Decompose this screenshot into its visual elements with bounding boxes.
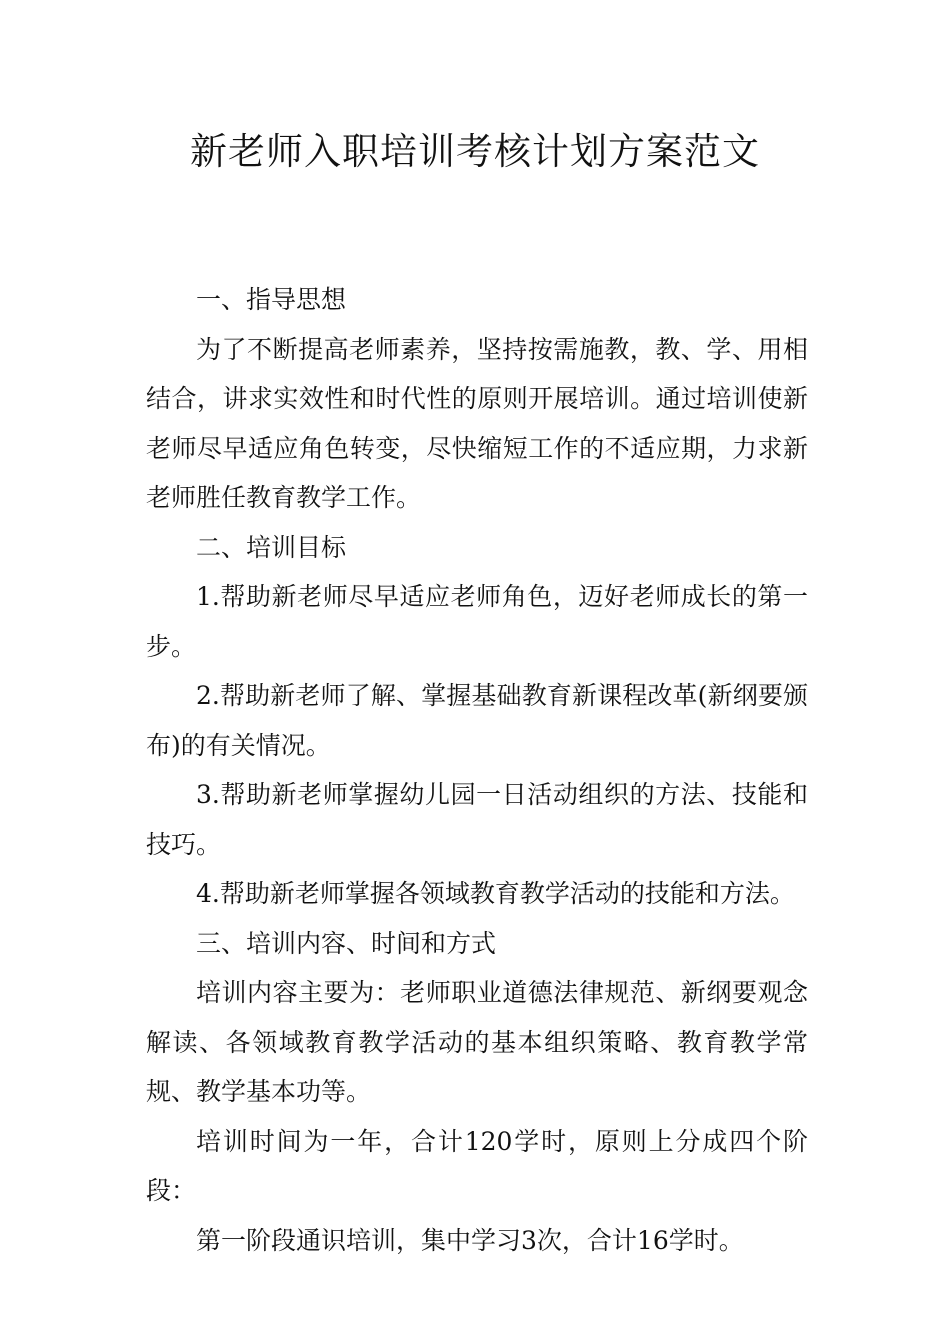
paragraph-training-time: 培训时间为一年，合计120学时，原则上分成四个阶段： <box>146 1126 808 1205</box>
document-title: 新老师入职培训考核计划方案范文 <box>190 130 760 173</box>
goal-item-1: 1.帮助新老师尽早适应老师角色，迈好老师成长的第一步。 <box>146 582 808 661</box>
section-heading-content-time-method: 三、培训内容、时间和方式 <box>196 928 497 958</box>
goal-item-4: 4.帮助新老师掌握各领域教育教学活动的技能和方法。 <box>196 879 795 908</box>
paragraph-stage-one: 第一阶段通识培训，集中学习3次，合计16学时。 <box>196 1225 744 1255</box>
goal-item-3: 3.帮助新老师掌握幼儿园一日活动组织的方法、技能和技巧。 <box>146 780 808 859</box>
paragraph-training-content: 培训内容主要为：老师职业道德法律规范、新纲要观念解读、各领域教育教学活动的基本组织策略、教育教学常规、教学基本功等。 <box>146 978 808 1106</box>
section-heading-guiding-ideology: 一、指导思想 <box>196 285 347 314</box>
paragraph-guiding-ideology: 为了不断提高老师素养，坚持按需施教，教、学、用相结合，讲求实效性和时代性的原则开展培训。通过培训使新老师尽早适应角色转变，尽快缩短工作的不适应期，力求新老师胜任教育教学工作。 <box>146 334 808 512</box>
document-body <box>146 275 808 1265</box>
goal-item-2: 2.帮助新老师了解、掌握基础教育新课程改革(新纲要颁布)的有关情况。 <box>146 681 808 760</box>
section-heading-training-goals: 二、培训目标 <box>196 532 347 562</box>
